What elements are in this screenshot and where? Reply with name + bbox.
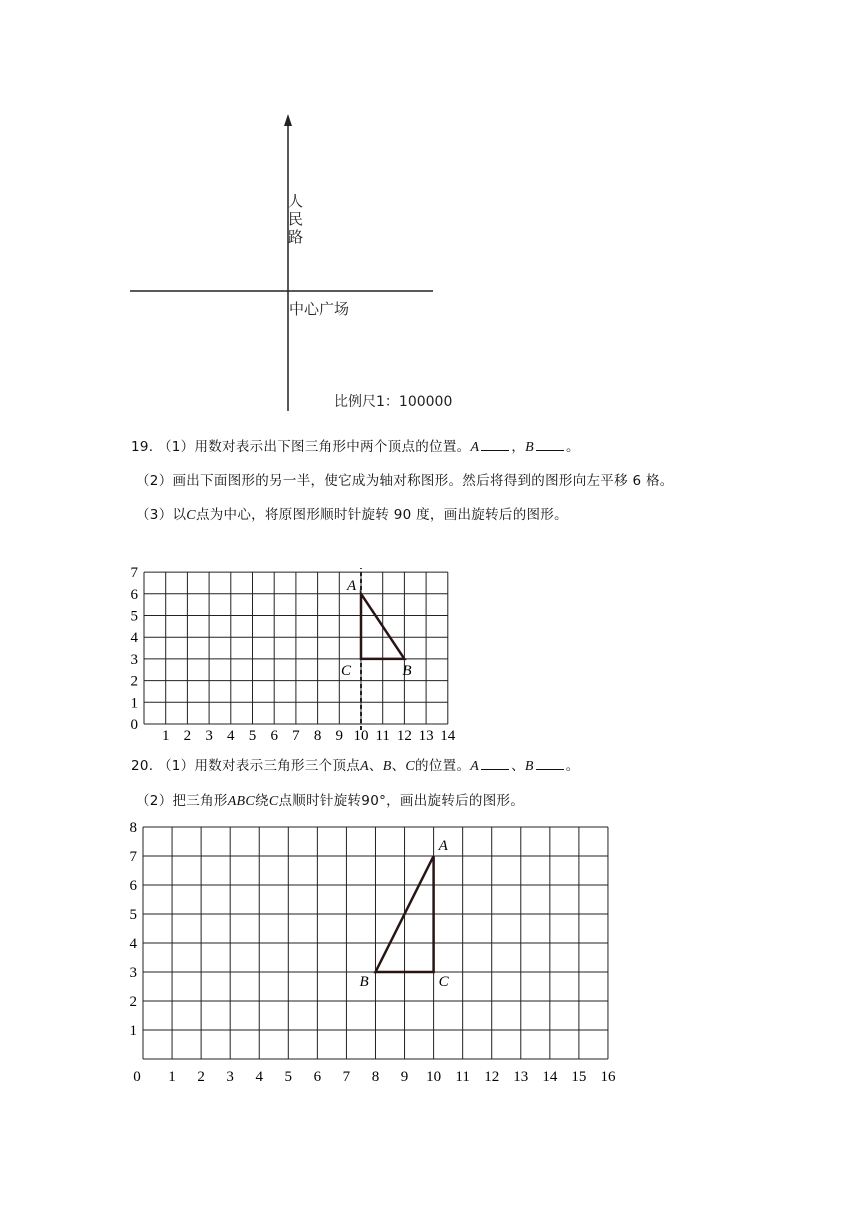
- scale-label: 比例尺1：100000: [334, 394, 453, 410]
- y-tick-label: 6: [129, 878, 137, 894]
- x-tick-label: 10: [353, 728, 369, 744]
- y-tick-label: 5: [130, 608, 138, 625]
- q19-part1-text: （1）用数对表示出下图三角形中两个顶点的位置。: [157, 439, 471, 455]
- q20-part1-mid: 的位置。: [415, 758, 471, 774]
- x-tick-label: 5: [248, 728, 257, 744]
- q19-part3-c: C: [186, 508, 196, 523]
- road-name-char-3: 路: [288, 228, 304, 246]
- q20-answer-blank-b[interactable]: [536, 757, 564, 770]
- q19-answer-blank-a[interactable]: [481, 438, 509, 451]
- x-tick-label: 10: [426, 1069, 442, 1085]
- y-tick-label: 7: [129, 849, 137, 865]
- x-tick-label: 14: [542, 1069, 558, 1085]
- q20-answer-label-a: A: [470, 759, 480, 774]
- q20-grid-figure: [0, 815, 860, 1090]
- x-tick-label: 6: [270, 728, 278, 744]
- q20-answer-label-b: B: [524, 759, 534, 774]
- q19-number: 19.: [131, 439, 154, 455]
- road-name-char-1: 人: [288, 192, 304, 210]
- q20-ans-sep: 、: [511, 758, 525, 774]
- x-tick-label: 8: [371, 1069, 380, 1085]
- q20-vertex-a: A: [360, 759, 369, 774]
- q19-end: 。: [566, 439, 580, 455]
- x-tick-label: 12: [396, 728, 412, 744]
- q19-part3: [136, 503, 568, 524]
- x-tick-label: 9: [335, 728, 344, 744]
- y-tick-label: 2: [129, 994, 137, 1010]
- vertex-label-b: B: [402, 662, 412, 679]
- q20-part2-mid: 绕: [255, 793, 269, 809]
- vertex-label-c: C: [438, 974, 449, 990]
- y-tick-label: 0: [130, 717, 138, 733]
- x-tick-label: 7: [342, 1069, 351, 1085]
- q19-part3-suffix: 点为中心，将原图形顺时针旋转 90 度，画出旋转后的图形。: [195, 507, 568, 523]
- q19-answer-blank-b[interactable]: [536, 438, 564, 451]
- q19-part2: （2）画出下面图形的另一半，使它成为轴对称图形。然后将得到的图形向左平移 6 格。: [136, 473, 674, 489]
- q20-dun2: 、: [391, 758, 406, 774]
- q19-part1: [131, 435, 580, 456]
- q20-part2-prefix: （2）把三角形: [136, 793, 228, 809]
- map-diagram: [0, 0, 860, 420]
- y-tick-label: 4: [130, 630, 138, 647]
- vertex-label-c: C: [341, 662, 352, 679]
- q20-part2-abc: ABC: [227, 794, 256, 809]
- x-tick-label: 14: [440, 728, 456, 744]
- x-tick-label: 9: [400, 1069, 409, 1085]
- y-tick-label: 6: [130, 586, 138, 603]
- y-tick-label: 3: [130, 651, 138, 668]
- q20-part2-suffix: 点顺时针旋转90°，画出旋转后的图形。: [278, 793, 525, 809]
- x-tick-label: 11: [455, 1069, 470, 1085]
- q20-vertex-b: B: [382, 759, 392, 774]
- q20-part2: [136, 789, 524, 810]
- q20-end: 。: [565, 758, 580, 774]
- q19-grid-figure: [0, 555, 860, 745]
- x-tick-label: 13: [513, 1069, 529, 1085]
- q20-number: 20.: [131, 758, 154, 774]
- vertex-label-b: B: [359, 974, 369, 990]
- x-tick-label: 2: [183, 728, 192, 744]
- q20-vertex-c: C: [405, 759, 416, 774]
- x-tick-label: 12: [484, 1069, 500, 1085]
- x-tick-label: 15: [571, 1069, 587, 1085]
- vertex-label-a: A: [438, 838, 448, 854]
- x-tick-label: 11: [375, 728, 390, 744]
- y-tick-label: 7: [130, 565, 138, 582]
- x-tick-label: 1: [168, 1069, 176, 1085]
- y-tick-label: 5: [129, 907, 137, 923]
- x-tick-label: 0: [133, 1069, 141, 1085]
- y-tick-label: 1: [130, 695, 138, 712]
- x-tick-label: 13: [418, 728, 434, 744]
- x-tick-label: 4: [227, 728, 235, 744]
- q20-answer-blank-a[interactable]: [481, 757, 509, 770]
- y-tick-label: 4: [129, 936, 137, 952]
- road-name-char-2: 民: [288, 210, 304, 228]
- x-tick-label: 3: [205, 728, 213, 744]
- x-tick-label: 4: [255, 1069, 263, 1085]
- x-tick-label: 5: [284, 1069, 293, 1085]
- q19-sep: ，: [511, 439, 526, 455]
- x-tick-label: 7: [292, 728, 300, 744]
- x-tick-label: 16: [600, 1069, 616, 1085]
- q19-answer-label-a: A: [470, 440, 480, 455]
- q20-dun1: 、: [368, 758, 383, 774]
- x-tick-label: 1: [161, 728, 170, 744]
- x-tick-label: 2: [197, 1069, 205, 1085]
- q20-part2-c: C: [268, 794, 279, 809]
- y-tick-label: 1: [129, 1023, 137, 1039]
- y-tick-label: 8: [129, 820, 137, 836]
- x-tick-label: 3: [226, 1069, 234, 1085]
- x-tick-label: 8: [313, 728, 322, 744]
- q19-part3-prefix: （3）以: [136, 507, 187, 523]
- q20-part1: [131, 754, 580, 775]
- y-tick-label: 3: [129, 965, 137, 981]
- center-square-label: 中心广场: [289, 300, 350, 318]
- y-tick-label: 2: [130, 673, 138, 690]
- x-tick-label: 6: [313, 1069, 322, 1085]
- vertex-label-a: A: [347, 577, 357, 594]
- north-arrow: [284, 114, 292, 126]
- q20-part1-text: （1）用数对表示三角形三个顶点: [157, 758, 361, 774]
- q19-answer-label-b: B: [525, 440, 534, 455]
